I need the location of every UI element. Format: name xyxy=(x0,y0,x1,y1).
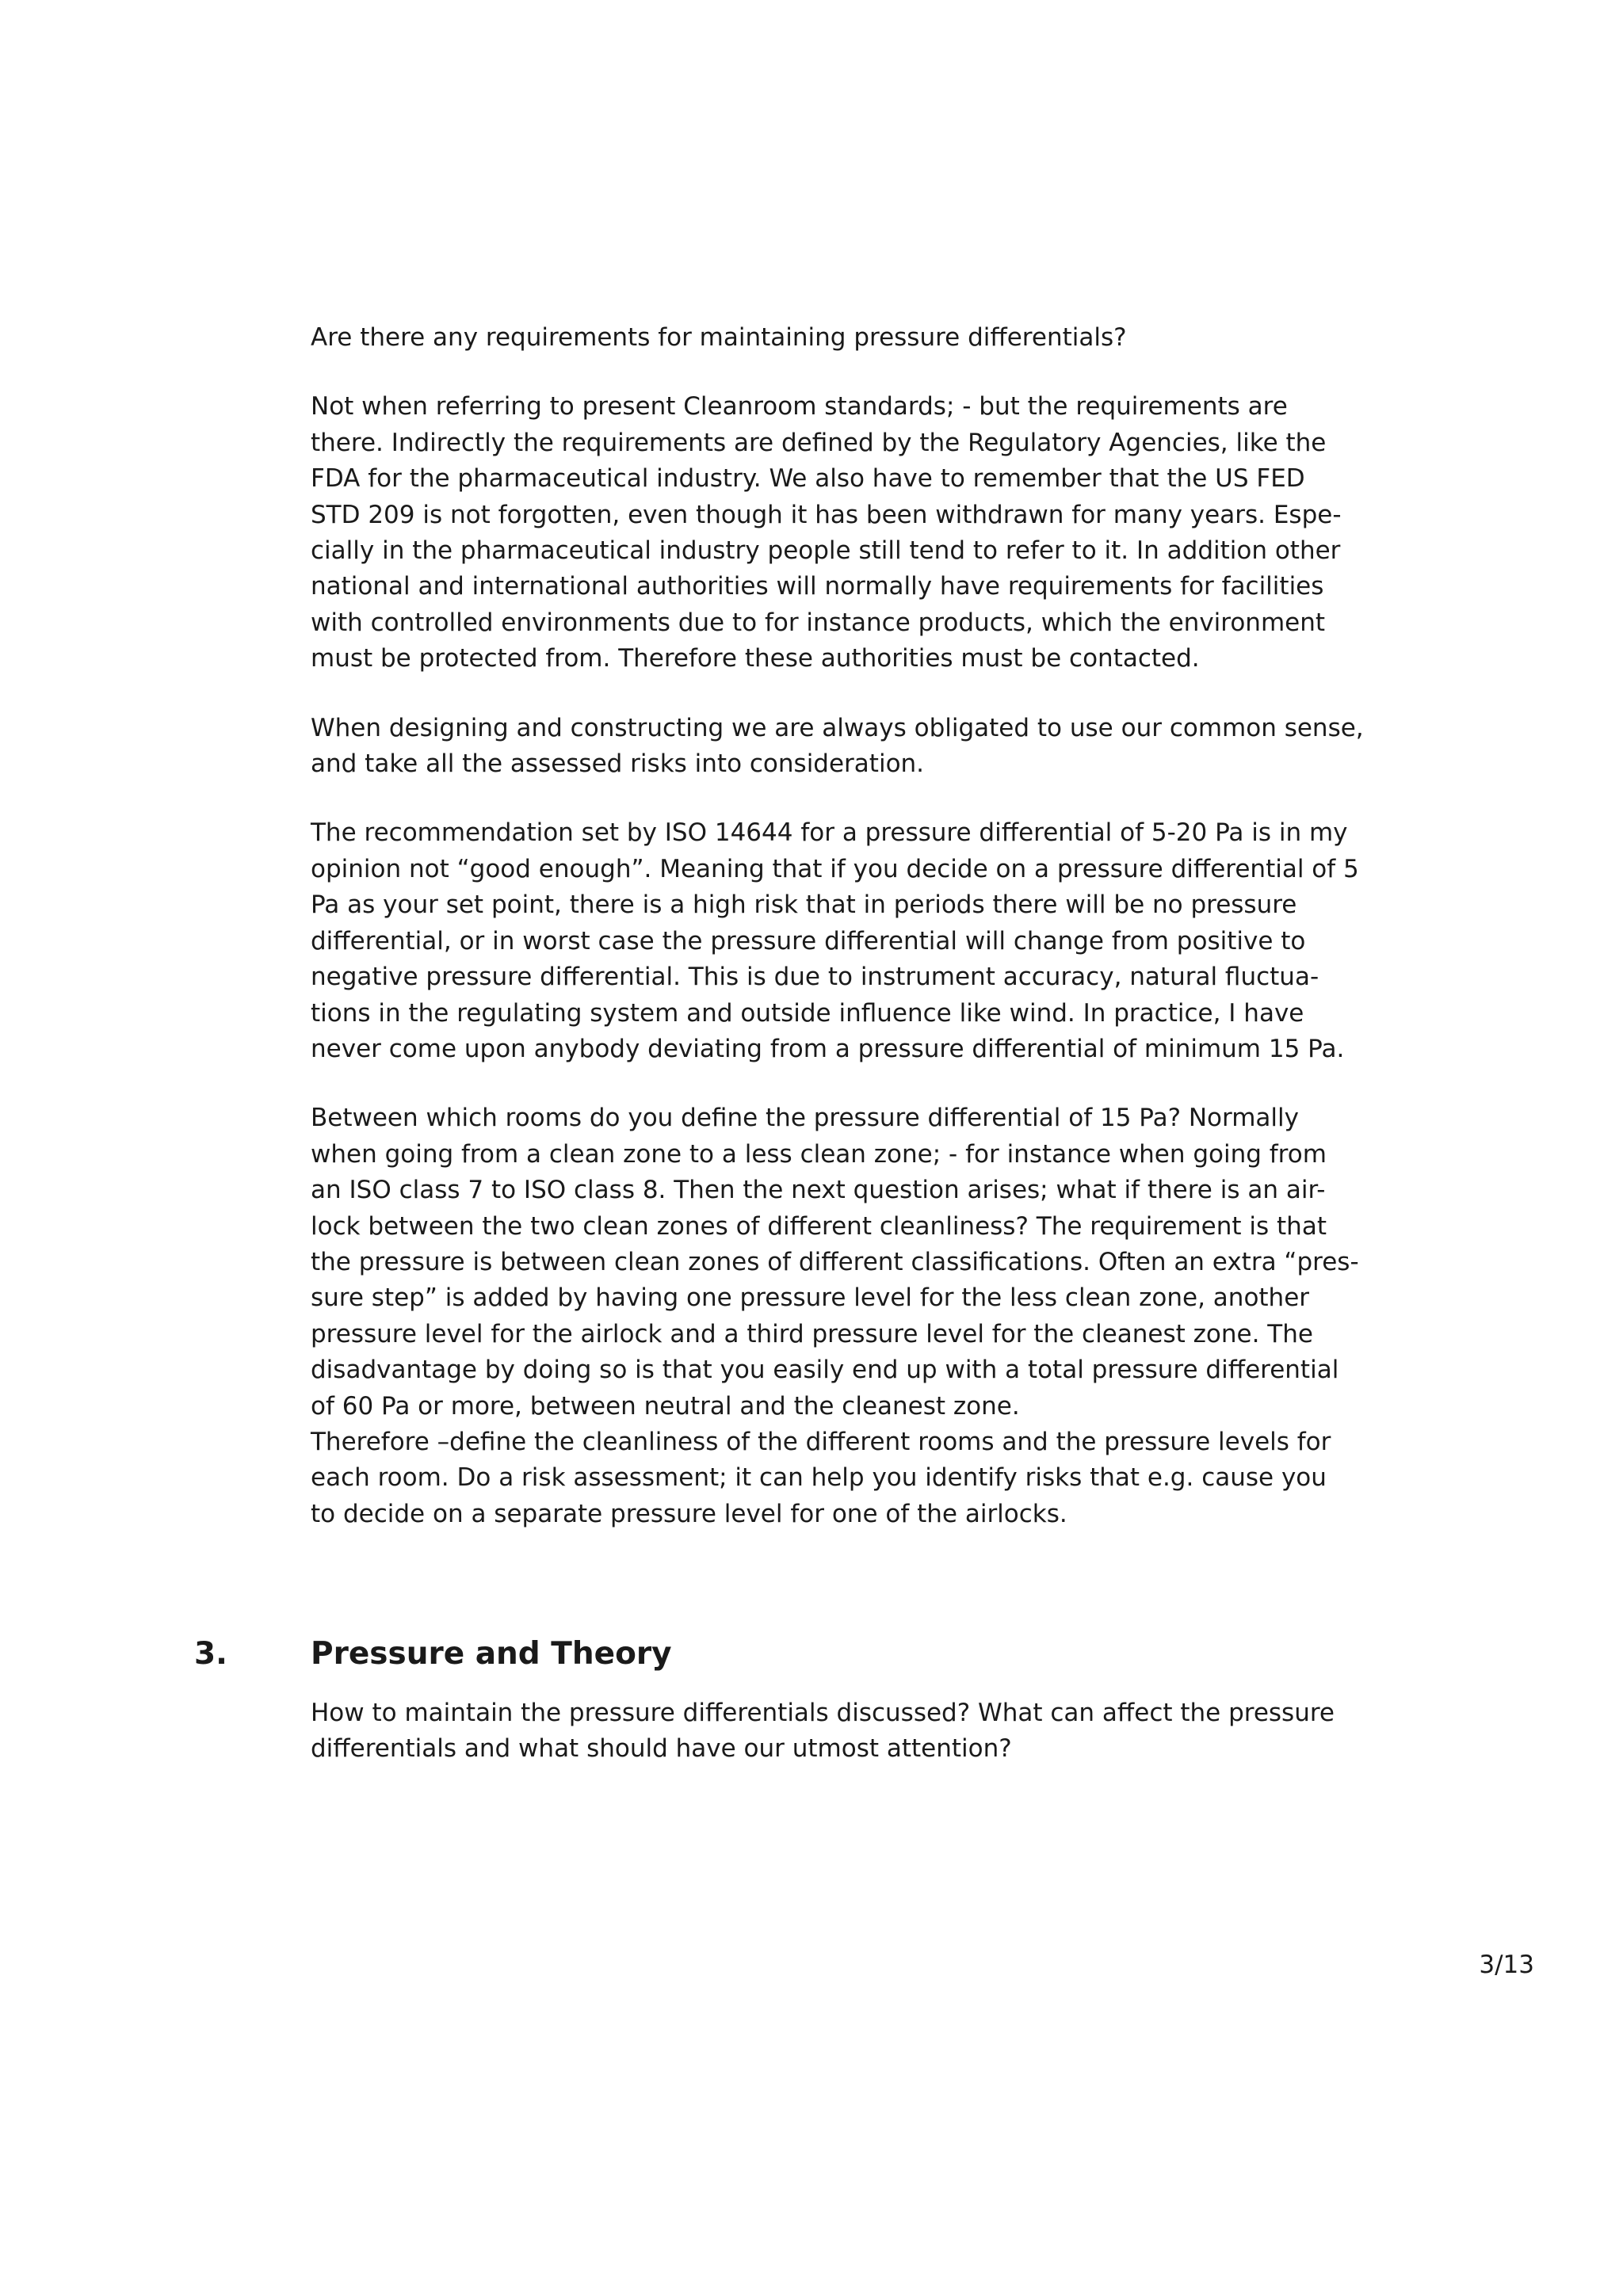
text-line: The recommendation set by ISO 14644 for a pressure differential of 5-20 Pa is in my xyxy=(311,818,1348,848)
text-line: and take all the assessed risks into consideration. xyxy=(311,749,925,779)
main-content xyxy=(311,320,1388,1566)
text-line: with controlled environments due to for instance products, which the environment xyxy=(311,608,1326,637)
text-line: each room. Do a risk assessment; it can help you identify risks that e.g. cause you xyxy=(311,1463,1327,1493)
paragraph-requirements xyxy=(311,389,1388,677)
text-line: negative pressure differential. This is due to instrument accuracy, natural fluctua- xyxy=(311,963,1319,992)
page-number: 3/13 xyxy=(1479,1951,1534,1979)
text-line: How to maintain the pressure differentials discussed? What can affect the pressure xyxy=(311,1699,1335,1727)
section-number: 3. xyxy=(194,1636,227,1672)
text-line: Are there any requirements for maintaining pressure differentials? xyxy=(311,323,1127,352)
text-line: Not when referring to present Cleanroom standards; - but the requirements are xyxy=(311,392,1288,421)
paragraph-rooms xyxy=(311,1100,1388,1532)
section-title: Pressure and Theory xyxy=(311,1636,672,1672)
paragraph-iso-recommendation xyxy=(311,815,1388,1067)
text-line: differential, or in worst case the pressure differential will change from positive to xyxy=(311,926,1306,955)
section-body xyxy=(311,1695,1430,1768)
text-line: When designing and constructing we are always obligated to use our common sense, xyxy=(311,713,1364,742)
text-line: to decide on a separate pressure level for one of the airlocks. xyxy=(311,1499,1067,1528)
text-line: disadvantage by doing so is that you easily end up with a total pressure differential xyxy=(311,1356,1339,1385)
text-line: cially in the pharmaceutical industry people still tend to refer to it. In addition other xyxy=(311,536,1341,566)
section-pressure-and-theory xyxy=(194,1630,1430,1801)
text-line: Therefore –define the cleanliness of the different rooms and the pressure levels for xyxy=(311,1427,1331,1456)
text-line: national and international authorities will normally have requirements for facilities xyxy=(311,572,1324,601)
text-line: when going from a clean zone to a less clean zone; - for instance when going from xyxy=(311,1139,1327,1169)
text-line: FDA for the pharmaceutical industry. We also have to remember that the US FED xyxy=(311,464,1305,494)
text-line: there. Indirectly the requirements are defined by the Regulatory Agencies, like the xyxy=(311,428,1327,457)
text-line: differentials and what should have our utmost attention? xyxy=(311,1734,1012,1764)
text-line: an ISO class 7 to ISO class 8. Then the next question arises; what if there is an air- xyxy=(311,1176,1326,1205)
text-line: of 60 Pa or more, between neutral and the cleanest zone. xyxy=(311,1391,1020,1421)
intro-question xyxy=(311,320,1388,356)
paragraph-common-sense xyxy=(311,711,1388,783)
text-line: never come upon anybody deviating from a pressure differential of minimum 15 Pa. xyxy=(311,1034,1345,1063)
text-line: lock between the two clean zones of different cleanliness? The requirement is that xyxy=(311,1211,1327,1241)
text-line: tions in the regulating system and outside influence like wind. In practice, I have xyxy=(311,998,1304,1028)
text-line: Between which rooms do you define the pressure differential of 15 Pa? Normally xyxy=(311,1104,1299,1133)
text-line: the pressure is between clean zones of different classifications. Often an extra “pres- xyxy=(311,1247,1359,1276)
text-line: pressure level for the airlock and a third pressure level for the cleanest zone. The xyxy=(311,1319,1313,1348)
section-heading xyxy=(194,1630,1430,1678)
text-line: sure step” is added by having one pressure level for the less clean zone, another xyxy=(311,1283,1310,1313)
text-line: Pa as your set point, there is a high risk that in periods there will be no pressure xyxy=(311,891,1297,920)
text-line: must be protected from. Therefore these authorities must be contacted. xyxy=(311,644,1200,673)
text-line: STD 209 is not forgotten, even though it has been withdrawn for many years. Espe- xyxy=(311,500,1342,529)
text-line: opinion not “good enough”. Meaning that if you decide on a pressure differential of 5 xyxy=(311,854,1359,883)
